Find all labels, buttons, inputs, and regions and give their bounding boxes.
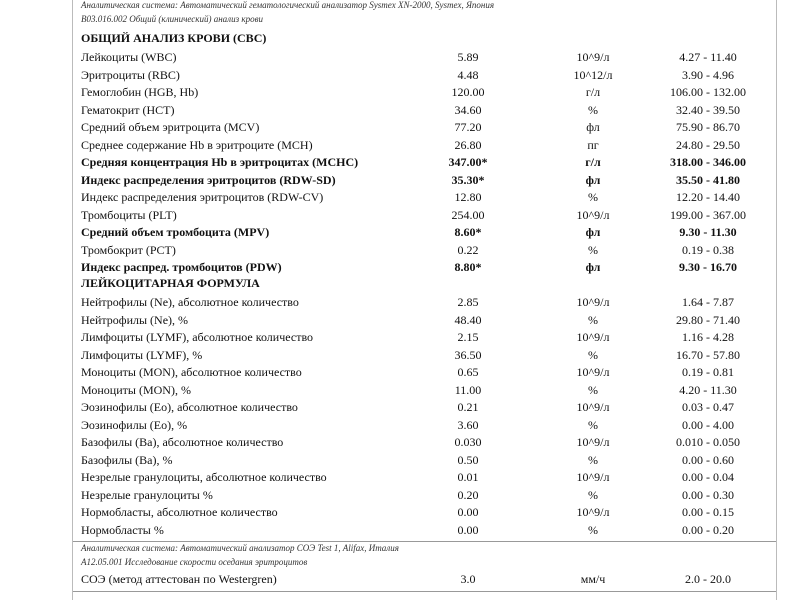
test-reference: 106.00 - 132.00 (670, 85, 746, 99)
test-value: 0.20 (457, 487, 479, 502)
test-name: Индекс распределения эритроцитов (RDW-SD) (81, 172, 336, 187)
test-name: Нейтрофилы (Ne), % (81, 312, 189, 327)
test-unit: % (588, 487, 598, 502)
test-unit: 10^9/л (576, 470, 610, 484)
divider (73, 541, 776, 542)
test-reference: 0.00 - 0.04 (682, 470, 734, 484)
test-name: Базофилы (Ba), абсолютное количество (81, 435, 284, 449)
test-unit: % (588, 382, 598, 397)
test-value: 12.80 (454, 190, 482, 204)
test-name: Лимфоциты (LYMF), абсолютное количество (81, 330, 314, 344)
table-row (73, 189, 776, 206)
test-name: Гемоглобин (HGB, Hb) (81, 85, 199, 99)
test-unit: фл (585, 172, 601, 187)
table-row (73, 469, 776, 486)
test-reference: 1.16 - 4.28 (682, 330, 734, 344)
test-reference: 3.90 - 4.96 (682, 67, 734, 82)
test-unit: % (588, 312, 598, 327)
test-value: 48.40 (454, 312, 482, 327)
test-reference: 9.30 - 16.70 (679, 260, 737, 274)
test-unit: 10^12/л (573, 67, 613, 82)
test-unit: % (588, 242, 598, 257)
test-value: 254.00 (451, 207, 485, 222)
test-unit: % (588, 417, 598, 432)
test-unit: % (588, 347, 598, 362)
test-unit: фл (585, 260, 601, 274)
test-name: Базофилы (Ba), % (81, 452, 173, 467)
test-unit: мм/ч (580, 572, 606, 586)
test-reference: 0.010 - 0.050 (676, 435, 740, 449)
test-value: 5.89 (457, 50, 479, 64)
test-unit: г/л (585, 155, 601, 169)
test-reference: 0.00 - 0.15 (682, 505, 734, 519)
table-row (73, 224, 776, 241)
table-row (73, 154, 776, 171)
test-reference: 318.00 - 346.00 (670, 155, 746, 169)
test-name: Нейтрофилы (Ne), абсолютное количество (81, 295, 299, 309)
test-reference: 2.0 - 20.0 (685, 572, 731, 586)
bottom-divider (73, 591, 776, 592)
table-row (73, 434, 776, 451)
table-row (73, 49, 776, 66)
test-value: 0.21 (457, 400, 479, 414)
test-reference: 24.80 - 29.50 (676, 137, 740, 152)
test-unit: 10^9/л (576, 295, 610, 309)
table-row (73, 487, 776, 504)
test-name: Незрелые гранулоциты % (81, 487, 213, 502)
table-row (73, 329, 776, 346)
esr-analyzer-note: Аналитическая система: Автоматический анализатор СОЭ Test 1, Alifax, Италия (81, 543, 399, 553)
test-name: Тромбоциты (PLT) (81, 207, 177, 222)
table-row (73, 399, 776, 416)
test-reference: 0.19 - 0.38 (682, 242, 734, 257)
test-unit: 10^9/л (576, 365, 610, 379)
test-name: Нормобласты % (81, 522, 164, 537)
table-row (73, 364, 776, 381)
test-value: 2.15 (457, 330, 479, 344)
table-row (73, 571, 776, 588)
test-name: Индекс распределения эритроцитов (RDW-CV) (81, 190, 324, 204)
test-name: Тромбокрит (PCT) (81, 242, 176, 257)
test-reference: 0.00 - 4.00 (682, 417, 734, 432)
test-value: 4.48 (457, 67, 479, 82)
cbc-section-title: ОБЩИЙ АНАЛИЗ КРОВИ (CBC) (81, 31, 267, 45)
test-unit: фл (585, 225, 601, 239)
test-unit: 10^9/л (576, 505, 610, 519)
test-value: 0.00 (457, 522, 479, 537)
test-unit: фл (586, 120, 600, 134)
test-unit: г/л (585, 85, 601, 99)
table-row (73, 84, 776, 101)
test-value: 8.60* (454, 225, 482, 239)
test-value: 3.0 (460, 572, 476, 586)
lab-report-sheet (72, 0, 777, 600)
test-reference: 0.00 - 0.30 (682, 487, 734, 502)
analyzer-system-note: Аналитическая система: Автоматический гематологический анализатор Sysmex XN-2000, Sysmex, Япония (81, 0, 495, 10)
test-unit: % (588, 452, 598, 467)
test-value: 120.00 (451, 85, 485, 99)
test-reference: 4.27 - 11.40 (679, 50, 737, 64)
table-row (73, 347, 776, 364)
test-value: 0.65 (457, 365, 479, 379)
test-reference: 0.19 - 0.81 (682, 365, 734, 379)
table-row (73, 312, 776, 329)
test-unit: % (588, 522, 598, 537)
test-name: Среднее содержание Hb в эритроците (MCH) (81, 137, 313, 152)
test-name: СОЭ (метод аттестован по Westergren) (81, 572, 277, 586)
table-row (73, 522, 776, 539)
test-reference: 4.20 - 11.30 (679, 382, 737, 397)
esr-test-code-note: A12.05.001 Исследование скорости оседания эритроцитов (81, 557, 308, 567)
table-row (73, 452, 776, 469)
table-row (73, 294, 776, 311)
test-reference: 29.80 - 71.40 (676, 312, 740, 327)
test-value: 11.00 (454, 382, 482, 397)
test-name: Лейкоциты (WBC) (81, 50, 177, 64)
test-value: 347.00* (448, 155, 488, 169)
table-row (73, 382, 776, 399)
test-reference: 199.00 - 367.00 (670, 207, 746, 222)
test-reference: 75.90 - 86.70 (676, 120, 740, 134)
test-name: Нормобласты, абсолютное количество (81, 505, 278, 519)
test-name: Эозинофилы (Eo), абсолютное количество (81, 400, 298, 414)
test-unit: % (588, 190, 598, 204)
test-name: Средняя концентрация Hb в эритроцитах (MCHC) (81, 155, 359, 169)
test-value: 0.22 (457, 242, 479, 257)
test-value: 2.85 (457, 295, 479, 309)
test-name: Лимфоциты (LYMF), % (81, 347, 203, 362)
table-row (73, 504, 776, 521)
test-reference: 35.50 - 41.80 (676, 172, 740, 187)
test-name: Эозинофилы (Eo), % (81, 417, 188, 432)
test-name: Незрелые гранулоциты, абсолютное количество (81, 470, 327, 484)
table-row (73, 417, 776, 434)
test-reference: 0.00 - 0.60 (682, 452, 734, 467)
test-name: Средний объем эритроцита (MCV) (81, 120, 260, 134)
leuko-section-title: ЛЕЙКОЦИТАРНАЯ ФОРМУЛА (81, 276, 260, 290)
test-name: Эритроциты (RBC) (81, 67, 180, 82)
test-unit: 10^9/л (576, 330, 610, 344)
test-unit: 10^9/л (576, 400, 610, 414)
test-name: Моноциты (MON), абсолютное количество (81, 365, 302, 379)
table-row (73, 207, 776, 224)
test-reference: 1.64 - 7.87 (682, 295, 734, 309)
test-value: 0.00 (457, 505, 479, 519)
test-name: Индекс распред. тромбоцитов (PDW) (81, 260, 282, 274)
test-value: 0.01 (457, 470, 479, 484)
test-value: 77.20 (454, 120, 482, 134)
test-reference: 9.30 - 11.30 (679, 225, 737, 239)
test-code-note: B03.016.002 Общий (клинический) анализ крови (81, 14, 263, 24)
test-value: 36.50 (454, 347, 482, 362)
test-name: Моноциты (MON), % (81, 382, 191, 397)
test-value: 35.30* (451, 172, 485, 187)
table-row (73, 172, 776, 189)
table-row (73, 259, 776, 276)
test-reference: 12.20 - 14.40 (676, 190, 740, 204)
test-reference: 32.40 - 39.50 (676, 102, 740, 117)
test-unit: пг (587, 137, 599, 152)
test-name: Гематокрит (HCT) (81, 102, 175, 117)
test-value: 0.50 (457, 452, 479, 467)
test-reference: 0.00 - 0.20 (682, 522, 734, 537)
table-row (73, 137, 776, 154)
test-value: 26.80 (454, 137, 482, 152)
test-unit: 10^9/л (576, 207, 610, 222)
table-row (73, 67, 776, 84)
table-row (73, 119, 776, 136)
test-unit: 10^9/л (576, 50, 610, 64)
test-unit: % (588, 102, 598, 117)
test-value: 0.030 (454, 435, 482, 449)
table-row (73, 102, 776, 119)
test-unit: 10^9/л (576, 435, 610, 449)
table-row (73, 242, 776, 259)
test-reference: 16.70 - 57.80 (676, 347, 740, 362)
test-value: 3.60 (457, 417, 479, 432)
test-value: 34.60 (454, 102, 482, 117)
test-name: Средний объем тромбоцита (MPV) (81, 225, 270, 239)
test-value: 8.80* (454, 260, 482, 274)
test-reference: 0.03 - 0.47 (682, 400, 734, 414)
